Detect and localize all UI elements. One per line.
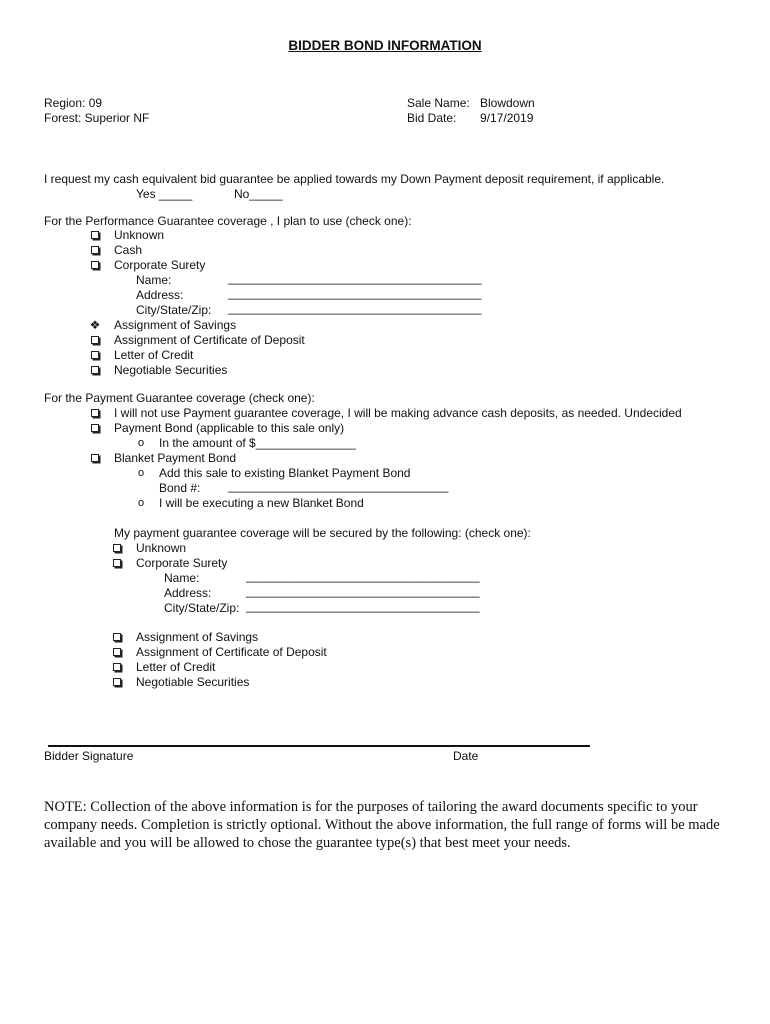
- bidder-signature-label: Bidder Signature: [44, 749, 134, 763]
- checkbox-unknown-icon[interactable]: [89, 228, 101, 243]
- payment-heading: For the Payment Guarantee coverage (check one):: [44, 391, 315, 405]
- perf-option-cash: Cash: [114, 243, 143, 257]
- perf-surety-name-label: Name:: [136, 273, 172, 287]
- checkbox-no-payment-guarantee-icon[interactable]: [89, 406, 101, 421]
- pay-surety-city-label: City/State/Zip:: [164, 601, 240, 615]
- perf-surety-city-line[interactable]: ______________________________________: [228, 301, 482, 315]
- checkbox-negotiable-securities-icon[interactable]: [89, 363, 101, 378]
- circle-bullet-icon[interactable]: o: [137, 437, 145, 449]
- perf-option-corporate-surety: Corporate Surety: [114, 258, 206, 272]
- bid-date-label: Bid Date:: [407, 111, 457, 125]
- region-text: Region: 09: [44, 96, 103, 110]
- yes-field[interactable]: Yes _____: [136, 187, 193, 201]
- no-field[interactable]: No_____: [234, 187, 283, 201]
- perf-surety-address-label: Address:: [136, 288, 184, 302]
- pay-surety-city-line[interactable]: ___________________________________: [246, 599, 480, 613]
- forest-text: Forest: Superior NF: [44, 111, 150, 125]
- pay-surety-address-line[interactable]: ___________________________________: [246, 584, 480, 598]
- cash-request-text: I request my cash equivalent bid guarantee be applied towards my Down Payment deposit requirement, if applicable.: [44, 172, 665, 186]
- performance-heading: For the Performance Guarantee coverage , I plan to use (check one):: [44, 214, 412, 228]
- pay-surety-name-label: Name:: [164, 571, 200, 585]
- pay-surety-name-line[interactable]: ___________________________________: [246, 569, 480, 583]
- checkbox-secured-unknown-icon[interactable]: [111, 541, 123, 556]
- circle-bullet-icon[interactable]: o: [137, 467, 145, 479]
- sale-name-label: Sale Name:: [407, 96, 470, 110]
- perf-option-negotiable-securities: Negotiable Securities: [114, 363, 228, 377]
- checkbox-cash-icon[interactable]: [89, 243, 101, 258]
- perf-surety-name-line[interactable]: ______________________________________: [228, 271, 482, 285]
- circle-bullet-icon[interactable]: o: [137, 497, 145, 509]
- perf-surety-city-label: City/State/Zip:: [136, 303, 212, 317]
- checkbox-secured-certificate-icon[interactable]: [111, 645, 123, 660]
- pay-option-payment-bond: Payment Bond (applicable to this sale only): [114, 421, 345, 435]
- secured-option-savings: Assignment of Savings: [136, 630, 259, 644]
- pay-option-blanket-bond: Blanket Payment Bond: [114, 451, 237, 465]
- checkbox-secured-securities-icon[interactable]: [111, 675, 123, 690]
- pay-add-existing-bond: Add this sale to existing Blanket Payment Bond: [159, 466, 411, 480]
- secured-option-certificate: Assignment of Certificate of Deposit: [136, 645, 327, 659]
- checkbox-secured-letter-credit-icon[interactable]: [111, 660, 123, 675]
- signature-line[interactable]: [48, 745, 590, 747]
- note-paragraph: NOTE: Collection of the above information is for the purposes of tailoring the award documents specific to your company needs. Completion is strictly optional. Without the above information, the full range of forms will be made available and you will be allowed to chose the guarantee type(s) that best meet your needs.: [44, 799, 720, 851]
- checkbox-secured-savings-icon[interactable]: [111, 630, 123, 645]
- perf-option-assignment-savings: Assignment of Savings: [114, 318, 237, 332]
- secured-option-corporate-surety: Corporate Surety: [136, 556, 228, 570]
- pay-new-blanket-bond: I will be executing a new Blanket Bond: [159, 496, 364, 510]
- checkbox-payment-bond-icon[interactable]: [89, 421, 101, 436]
- checkbox-letter-credit-icon[interactable]: [89, 348, 101, 363]
- perf-option-unknown: Unknown: [114, 228, 165, 242]
- secured-option-letter-credit: Letter of Credit: [136, 660, 216, 674]
- bid-date-value: 9/17/2019: [480, 111, 534, 125]
- checkbox-blanket-bond-icon[interactable]: [89, 451, 101, 466]
- secured-option-unknown: Unknown: [136, 541, 187, 555]
- pay-bond-number-line[interactable]: _________________________________: [228, 479, 449, 493]
- pay-amount-field[interactable]: In the amount of $_______________: [159, 436, 356, 450]
- checkbox-corporate-surety-icon[interactable]: [89, 258, 101, 273]
- perf-option-letter-credit: Letter of Credit: [114, 348, 194, 362]
- checkbox-secured-corporate-surety-icon[interactable]: [111, 556, 123, 571]
- perf-option-certificate-deposit: Assignment of Certificate of Deposit: [114, 333, 305, 347]
- perf-surety-address-line[interactable]: ______________________________________: [228, 286, 482, 300]
- date-label: Date: [453, 749, 479, 763]
- secured-option-securities: Negotiable Securities: [136, 675, 250, 689]
- pay-option-no-guarantee: I will not use Payment guarantee coverage, I will be making advance cash deposits, as needed. Undecided: [114, 406, 682, 420]
- diamond-bullet-icon[interactable]: ❖: [89, 318, 101, 332]
- page-title: BIDDER BOND INFORMATION: [288, 38, 482, 53]
- pay-surety-address-label: Address:: [164, 586, 212, 600]
- checkbox-certificate-deposit-icon[interactable]: [89, 333, 101, 348]
- sale-name-value: Blowdown: [480, 96, 535, 110]
- pay-bond-number-label: Bond #:: [159, 481, 201, 495]
- secured-heading: My payment guarantee coverage will be secured by the following: (check one):: [114, 526, 531, 540]
